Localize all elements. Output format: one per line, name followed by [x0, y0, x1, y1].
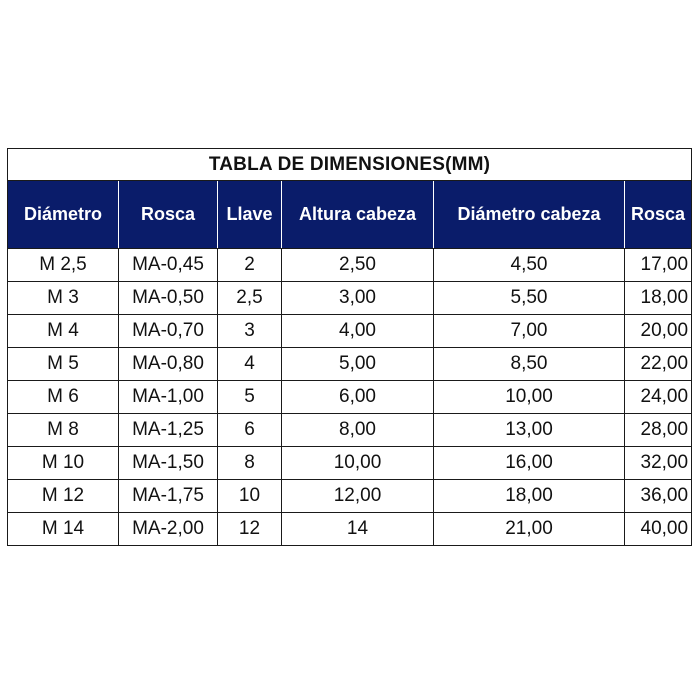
- cell-diametro-cabeza: 18,00: [434, 480, 625, 513]
- cell-diametro: M 4: [8, 315, 119, 348]
- cell-diametro: M 12: [8, 480, 119, 513]
- cell-llave: 2: [218, 249, 282, 282]
- dimensions-table: [7, 148, 692, 546]
- cell-rosca-length: 40,00: [625, 513, 692, 546]
- cell-altura-cabeza: 6,00: [282, 381, 434, 414]
- cell-diametro-cabeza: 5,50: [434, 282, 625, 315]
- table-row: [8, 348, 692, 381]
- header-rosca: Rosca: [119, 181, 218, 249]
- cell-rosca: MA-1,50: [119, 447, 218, 480]
- table-row: [8, 282, 692, 315]
- header-row: [8, 181, 692, 249]
- cell-diametro: M 2,5: [8, 249, 119, 282]
- cell-altura-cabeza: 4,00: [282, 315, 434, 348]
- cell-rosca: MA-1,25: [119, 414, 218, 447]
- cell-diametro: M 10: [8, 447, 119, 480]
- cell-altura-cabeza: 5,00: [282, 348, 434, 381]
- cell-diametro: M 8: [8, 414, 119, 447]
- cell-rosca: MA-0,50: [119, 282, 218, 315]
- header-diametro: Diámetro: [8, 181, 119, 249]
- table-row: [8, 480, 692, 513]
- cell-diametro: M 6: [8, 381, 119, 414]
- cell-llave: 12: [218, 513, 282, 546]
- cell-rosca-length: 18,00: [625, 282, 692, 315]
- cell-rosca: MA-2,00: [119, 513, 218, 546]
- cell-rosca: MA-0,70: [119, 315, 218, 348]
- cell-rosca-length: 20,00: [625, 315, 692, 348]
- table-body: [8, 249, 692, 546]
- table-row: [8, 249, 692, 282]
- cell-rosca-length: 17,00: [625, 249, 692, 282]
- header-rosca-length: Rosca: [625, 181, 692, 249]
- cell-diametro-cabeza: 21,00: [434, 513, 625, 546]
- cell-diametro: M 5: [8, 348, 119, 381]
- cell-altura-cabeza: 8,00: [282, 414, 434, 447]
- cell-llave: 10: [218, 480, 282, 513]
- cell-rosca: MA-0,80: [119, 348, 218, 381]
- cell-diametro: M 14: [8, 513, 119, 546]
- table-row: [8, 447, 692, 480]
- cell-diametro-cabeza: 4,50: [434, 249, 625, 282]
- cell-rosca: MA-1,75: [119, 480, 218, 513]
- cell-rosca: MA-1,00: [119, 381, 218, 414]
- cell-altura-cabeza: 2,50: [282, 249, 434, 282]
- cell-rosca-length: 32,00: [625, 447, 692, 480]
- cell-llave: 5: [218, 381, 282, 414]
- cell-rosca-length: 36,00: [625, 480, 692, 513]
- cell-diametro-cabeza: 16,00: [434, 447, 625, 480]
- table-row: [8, 315, 692, 348]
- dimensions-table-container: [7, 148, 691, 546]
- table-row: [8, 414, 692, 447]
- cell-altura-cabeza: 14: [282, 513, 434, 546]
- cell-altura-cabeza: 12,00: [282, 480, 434, 513]
- header-altura-cabeza: Altura cabeza: [282, 181, 434, 249]
- cell-diametro-cabeza: 10,00: [434, 381, 625, 414]
- cell-llave: 3: [218, 315, 282, 348]
- table-row: [8, 513, 692, 546]
- cell-rosca-length: 24,00: [625, 381, 692, 414]
- cell-rosca-length: 28,00: [625, 414, 692, 447]
- table-row: [8, 381, 692, 414]
- cell-altura-cabeza: 10,00: [282, 447, 434, 480]
- cell-llave: 4: [218, 348, 282, 381]
- cell-diametro-cabeza: 8,50: [434, 348, 625, 381]
- cell-llave: 6: [218, 414, 282, 447]
- cell-diametro-cabeza: 13,00: [434, 414, 625, 447]
- cell-rosca: MA-0,45: [119, 249, 218, 282]
- cell-llave: 2,5: [218, 282, 282, 315]
- cell-diametro-cabeza: 7,00: [434, 315, 625, 348]
- header-llave: Llave: [218, 181, 282, 249]
- cell-altura-cabeza: 3,00: [282, 282, 434, 315]
- cell-rosca-length: 22,00: [625, 348, 692, 381]
- table-title: TABLA DE DIMENSIONES(MM): [8, 149, 692, 181]
- cell-diametro: M 3: [8, 282, 119, 315]
- header-diametro-cabeza: Diámetro cabeza: [434, 181, 625, 249]
- cell-llave: 8: [218, 447, 282, 480]
